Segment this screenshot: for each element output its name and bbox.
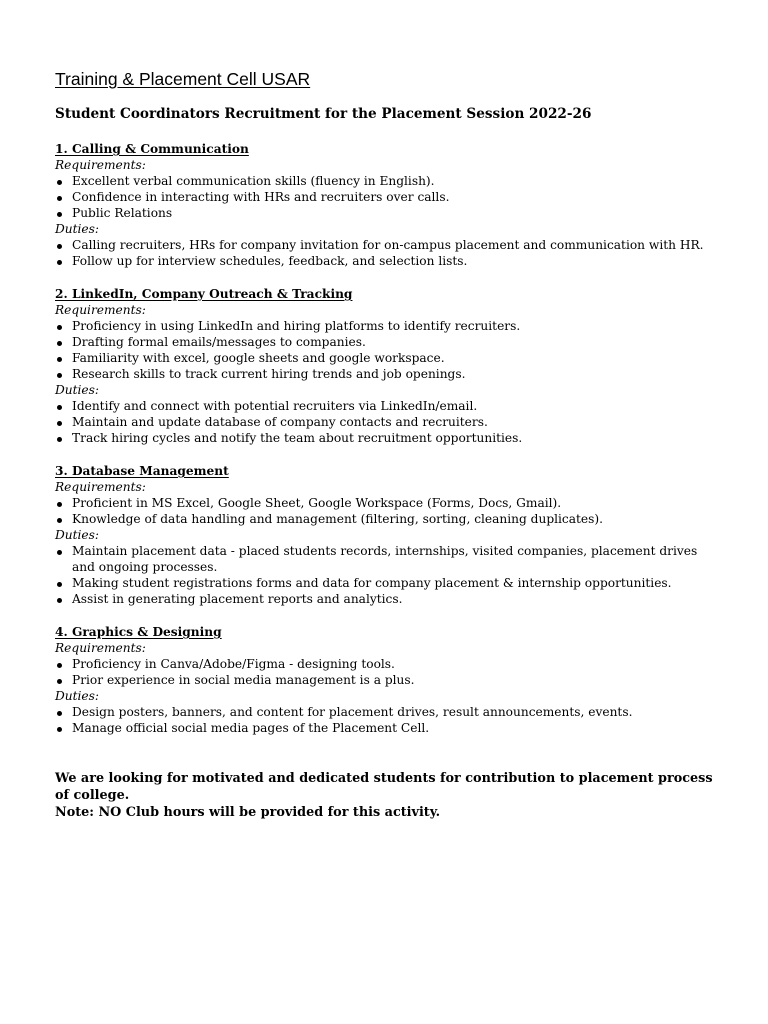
duties-list bbox=[55, 704, 720, 736]
duties-label: Duties: bbox=[55, 383, 99, 397]
duties-label: Duties: bbox=[55, 528, 99, 542]
list-item: Familiarity with excel, google sheets and google workspace. bbox=[55, 350, 720, 366]
section-heading: 3. Database Management bbox=[55, 464, 229, 478]
duties-list bbox=[55, 543, 720, 607]
section-graphics-designing bbox=[55, 624, 720, 736]
requirements-list bbox=[55, 173, 720, 221]
closing-note: Note: NO Club hours will be provided for this activity. bbox=[55, 805, 441, 820]
requirements-list bbox=[55, 318, 720, 382]
document-subtitle: Student Coordinators Recruitment for the Placement Session 2022-26 bbox=[55, 106, 592, 122]
requirements-label: Requirements: bbox=[55, 480, 146, 494]
document-page bbox=[55, 68, 720, 821]
requirements-list bbox=[55, 656, 720, 688]
list-item: Making student registrations forms and data for company placement & internship opportunities. bbox=[55, 575, 720, 591]
duties-label: Duties: bbox=[55, 689, 99, 703]
list-item: Identify and connect with potential recruiters via LinkedIn/email. bbox=[55, 398, 720, 414]
requirements-label: Requirements: bbox=[55, 303, 146, 317]
closing-block bbox=[55, 770, 720, 821]
requirements-label: Requirements: bbox=[55, 641, 146, 655]
list-item: Knowledge of data handling and management (filtering, sorting, cleaning duplicates). bbox=[55, 511, 720, 527]
closing-message: We are looking for motivated and dedicated students for contribution to placement process of college. bbox=[55, 771, 713, 803]
list-item: Track hiring cycles and notify the team about recruitment opportunities. bbox=[55, 430, 720, 446]
list-item: Maintain and update database of company contacts and recruiters. bbox=[55, 414, 720, 430]
list-item: Assist in generating placement reports and analytics. bbox=[55, 591, 720, 607]
requirements-label: Requirements: bbox=[55, 158, 146, 172]
list-item: Drafting formal emails/messages to companies. bbox=[55, 334, 720, 350]
document-title: Training & Placement Cell USAR bbox=[55, 69, 311, 89]
list-item: Research skills to track current hiring trends and job openings. bbox=[55, 366, 720, 382]
section-database-management bbox=[55, 463, 720, 607]
list-item: Prior experience in social media management is a plus. bbox=[55, 672, 720, 688]
requirements-list bbox=[55, 495, 720, 527]
list-item: Excellent verbal communication skills (fluency in English). bbox=[55, 173, 720, 189]
duties-list bbox=[55, 398, 720, 446]
list-item: Proficient in MS Excel, Google Sheet, Google Workspace (Forms, Docs, Gmail). bbox=[55, 495, 720, 511]
list-item: Manage official social media pages of the Placement Cell. bbox=[55, 720, 720, 736]
list-item: Design posters, banners, and content for placement drives, result announcements, events. bbox=[55, 704, 720, 720]
section-calling-communication bbox=[55, 141, 720, 269]
list-item: Confidence in interacting with HRs and recruiters over calls. bbox=[55, 189, 720, 205]
section-heading: 2. LinkedIn, Company Outreach & Tracking bbox=[55, 287, 353, 301]
section-linkedin-outreach bbox=[55, 286, 720, 446]
list-item: Calling recruiters, HRs for company invitation for on-campus placement and communication with HR. bbox=[55, 237, 720, 253]
list-item: Public Relations bbox=[55, 205, 720, 221]
list-item: Follow up for interview schedules, feedback, and selection lists. bbox=[55, 253, 720, 269]
list-item: Proficiency in Canva/Adobe/Figma - designing tools. bbox=[55, 656, 720, 672]
duties-label: Duties: bbox=[55, 222, 99, 236]
duties-list bbox=[55, 237, 720, 269]
section-heading: 1. Calling & Communication bbox=[55, 142, 249, 156]
list-item: Proficiency in using LinkedIn and hiring platforms to identify recruiters. bbox=[55, 318, 720, 334]
section-heading: 4. Graphics & Designing bbox=[55, 625, 222, 639]
list-item: Maintain placement data - placed students records, internships, visited companies, placement drives and ongoing processes. bbox=[55, 543, 720, 575]
